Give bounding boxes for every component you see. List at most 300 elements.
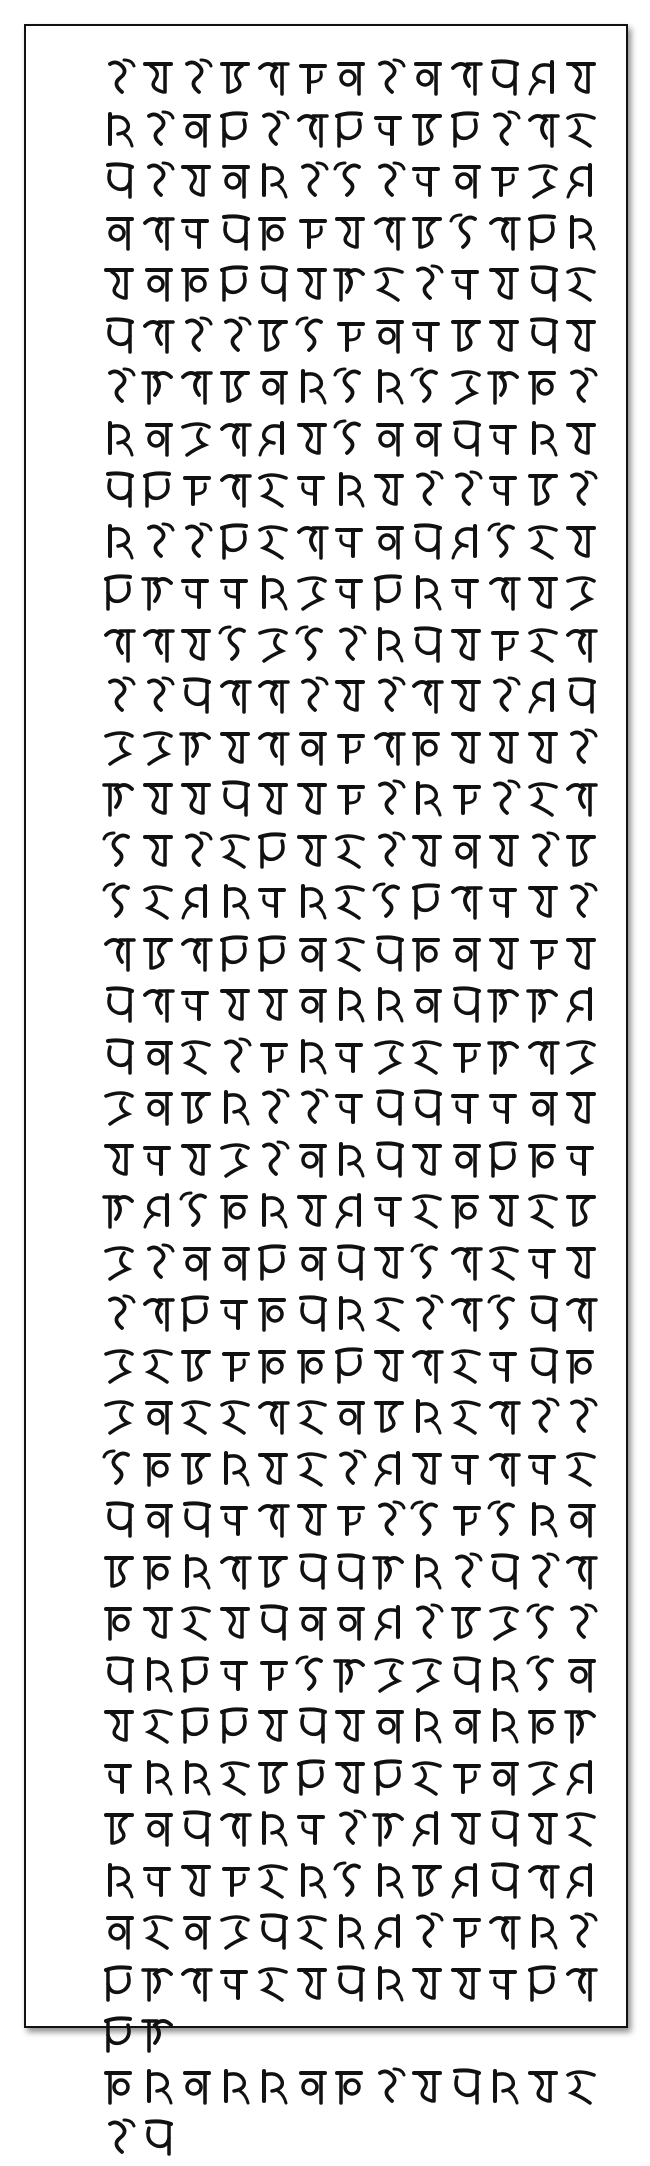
siddham-glyph — [139, 724, 177, 770]
siddham-glyph — [216, 569, 254, 615]
siddham-glyph — [100, 1496, 138, 1542]
siddham-glyph — [100, 1805, 138, 1851]
siddham-glyph — [293, 415, 331, 461]
siddham-glyph — [562, 157, 600, 203]
siddham-glyph — [331, 775, 369, 821]
script-line — [100, 775, 600, 827]
siddham-glyph — [524, 1393, 562, 1439]
siddham-glyph — [562, 1187, 600, 1233]
siddham-glyph — [331, 724, 369, 770]
siddham-glyph — [254, 621, 292, 667]
siddham-glyph — [100, 1084, 138, 1130]
siddham-glyph — [293, 157, 331, 203]
siddham-glyph — [177, 1445, 215, 1491]
siddham-glyph — [139, 2011, 177, 2057]
siddham-glyph — [485, 672, 523, 718]
siddham-glyph — [100, 724, 138, 770]
siddham-glyph — [293, 1187, 331, 1233]
siddham-glyph — [293, 1496, 331, 1542]
siddham-glyph — [177, 54, 215, 100]
siddham-glyph — [408, 363, 446, 409]
siddham-glyph — [293, 1342, 331, 1388]
siddham-glyph — [524, 1239, 562, 1285]
siddham-glyph — [485, 2063, 523, 2109]
siddham-glyph — [177, 1857, 215, 1903]
siddham-glyph — [562, 466, 600, 512]
siddham-glyph — [524, 1805, 562, 1851]
siddham-glyph — [100, 672, 138, 718]
siddham-glyph — [562, 1960, 600, 2006]
siddham-glyph — [216, 724, 254, 770]
siddham-glyph — [139, 1702, 177, 1748]
siddham-glyph — [254, 1754, 292, 1800]
siddham-glyph — [177, 569, 215, 615]
siddham-glyph — [177, 106, 215, 152]
siddham-glyph — [331, 2063, 369, 2109]
siddham-glyph — [562, 1136, 600, 1182]
siddham-glyph — [485, 1084, 523, 1130]
siddham-glyph — [139, 466, 177, 512]
siddham-glyph — [562, 930, 600, 976]
siddham-glyph — [254, 2063, 292, 2109]
siddham-glyph — [485, 1908, 523, 1954]
siddham-glyph — [331, 260, 369, 306]
siddham-glyph — [485, 209, 523, 255]
siddham-glyph — [139, 1445, 177, 1491]
siddham-glyph — [447, 1290, 485, 1336]
siddham-glyph — [139, 981, 177, 1027]
siddham-glyph — [447, 518, 485, 564]
siddham-glyph — [254, 672, 292, 718]
script-line — [100, 209, 600, 261]
siddham-glyph — [408, 1754, 446, 1800]
manuscript-sheet — [24, 24, 628, 2028]
siddham-glyph — [254, 518, 292, 564]
siddham-glyph — [485, 1548, 523, 1594]
siddham-glyph — [447, 827, 485, 873]
siddham-glyph — [331, 672, 369, 718]
siddham-glyph — [139, 1651, 177, 1697]
siddham-glyph — [216, 518, 254, 564]
siddham-glyph — [254, 1393, 292, 1439]
siddham-glyph — [562, 724, 600, 770]
siddham-glyph — [331, 1136, 369, 1182]
siddham-glyph — [524, 106, 562, 152]
siddham-glyph — [216, 981, 254, 1027]
siddham-glyph — [408, 466, 446, 512]
siddham-glyph — [100, 363, 138, 409]
siddham-glyph — [524, 157, 562, 203]
siddham-glyph — [370, 518, 408, 564]
siddham-glyph — [216, 1290, 254, 1336]
siddham-glyph — [562, 518, 600, 564]
siddham-glyph — [524, 312, 562, 358]
siddham-glyph — [485, 157, 523, 203]
script-line — [100, 260, 600, 312]
siddham-glyph — [139, 1239, 177, 1285]
siddham-glyph — [139, 930, 177, 976]
siddham-glyph — [331, 1290, 369, 1336]
siddham-glyph — [177, 1548, 215, 1594]
siddham-glyph — [331, 1239, 369, 1285]
script-line — [100, 518, 600, 570]
siddham-glyph — [524, 415, 562, 461]
siddham-glyph — [139, 209, 177, 255]
siddham-glyph — [254, 466, 292, 512]
siddham-glyph — [216, 1702, 254, 1748]
siddham-glyph — [485, 415, 523, 461]
siddham-glyph — [293, 1960, 331, 2006]
siddham-glyph — [216, 1187, 254, 1233]
siddham-glyph — [447, 2063, 485, 2109]
siddham-glyph — [485, 930, 523, 976]
siddham-glyph — [100, 1857, 138, 1903]
siddham-glyph — [370, 1393, 408, 1439]
siddham-glyph — [524, 981, 562, 1027]
siddham-glyph — [524, 827, 562, 873]
siddham-glyph — [562, 1857, 600, 1903]
siddham-glyph — [331, 1754, 369, 1800]
siddham-glyph — [139, 1857, 177, 1903]
siddham-glyph — [216, 312, 254, 358]
siddham-glyph — [293, 672, 331, 718]
siddham-glyph — [408, 209, 446, 255]
siddham-glyph — [408, 827, 446, 873]
siddham-glyph — [485, 1496, 523, 1542]
siddham-glyph — [447, 466, 485, 512]
script-line — [100, 2011, 600, 2063]
script-line — [100, 827, 600, 879]
siddham-glyph — [216, 878, 254, 924]
siddham-glyph — [562, 1033, 600, 1079]
siddham-glyph — [447, 775, 485, 821]
siddham-glyph — [408, 1908, 446, 1954]
siddham-glyph — [485, 1805, 523, 1851]
siddham-glyph — [216, 1033, 254, 1079]
siddham-glyph — [408, 1290, 446, 1336]
siddham-glyph — [331, 1702, 369, 1748]
siddham-glyph — [139, 1084, 177, 1130]
siddham-glyph — [177, 518, 215, 564]
siddham-glyph — [139, 1290, 177, 1336]
siddham-glyph — [524, 1599, 562, 1645]
siddham-glyph — [177, 827, 215, 873]
siddham-glyph — [524, 1857, 562, 1903]
siddham-glyph — [370, 363, 408, 409]
siddham-glyph — [139, 672, 177, 718]
siddham-glyph — [447, 621, 485, 667]
siddham-glyph — [177, 775, 215, 821]
siddham-glyph — [177, 1496, 215, 1542]
siddham-glyph — [447, 1496, 485, 1542]
siddham-glyph — [370, 466, 408, 512]
siddham-glyph — [370, 1445, 408, 1491]
siddham-glyph — [100, 1136, 138, 1182]
siddham-glyph — [177, 1702, 215, 1748]
siddham-glyph — [100, 1290, 138, 1336]
siddham-glyph — [139, 1805, 177, 1851]
siddham-glyph — [216, 775, 254, 821]
siddham-glyph — [254, 1960, 292, 2006]
siddham-glyph — [524, 569, 562, 615]
siddham-glyph — [562, 1908, 600, 1954]
siddham-glyph — [293, 878, 331, 924]
siddham-glyph — [177, 621, 215, 667]
siddham-glyph — [331, 569, 369, 615]
siddham-glyph — [254, 54, 292, 100]
siddham-glyph — [100, 1908, 138, 1954]
siddham-glyph — [177, 1599, 215, 1645]
siddham-glyph — [331, 1857, 369, 1903]
siddham-glyph — [562, 106, 600, 152]
siddham-glyph — [370, 1857, 408, 1903]
siddham-glyph — [524, 621, 562, 667]
siddham-glyph — [100, 930, 138, 976]
siddham-glyph — [331, 1805, 369, 1851]
siddham-glyph — [216, 157, 254, 203]
siddham-glyph — [370, 157, 408, 203]
siddham-glyph — [370, 1239, 408, 1285]
siddham-glyph — [216, 106, 254, 152]
siddham-glyph — [485, 1651, 523, 1697]
siddham-glyph — [293, 260, 331, 306]
siddham-glyph — [370, 1496, 408, 1542]
siddham-glyph — [485, 775, 523, 821]
siddham-glyph — [331, 54, 369, 100]
siddham-glyph — [524, 260, 562, 306]
siddham-glyph — [216, 466, 254, 512]
siddham-glyph — [485, 1290, 523, 1336]
script-line — [100, 466, 600, 518]
siddham-glyph — [139, 569, 177, 615]
siddham-glyph — [216, 260, 254, 306]
siddham-glyph — [100, 2011, 138, 2057]
siddham-glyph — [370, 1960, 408, 2006]
script-line — [100, 1754, 600, 1806]
siddham-glyph — [524, 1033, 562, 1079]
siddham-glyph — [100, 1702, 138, 1748]
siddham-glyph — [254, 1651, 292, 1697]
siddham-glyph — [254, 209, 292, 255]
siddham-glyph — [216, 1599, 254, 1645]
siddham-glyph — [447, 724, 485, 770]
siddham-glyph — [408, 1445, 446, 1491]
script-line — [100, 2063, 600, 2115]
siddham-glyph — [177, 1290, 215, 1336]
siddham-glyph — [447, 1239, 485, 1285]
siddham-glyph — [447, 1960, 485, 2006]
siddham-glyph — [254, 1239, 292, 1285]
siddham-glyph — [562, 363, 600, 409]
siddham-glyph — [447, 54, 485, 100]
script-line — [100, 930, 600, 982]
siddham-glyph — [331, 1342, 369, 1388]
siddham-glyph — [293, 1548, 331, 1594]
siddham-glyph — [177, 1136, 215, 1182]
siddham-glyph — [370, 1754, 408, 1800]
siddham-glyph — [139, 775, 177, 821]
siddham-glyph — [216, 363, 254, 409]
script-line — [100, 1908, 600, 1960]
siddham-glyph — [216, 1084, 254, 1130]
siddham-glyph — [524, 1136, 562, 1182]
siddham-glyph — [562, 1548, 600, 1594]
siddham-glyph — [177, 2063, 215, 2109]
siddham-glyph — [485, 1960, 523, 2006]
siddham-glyph — [408, 775, 446, 821]
siddham-glyph — [485, 106, 523, 152]
siddham-glyph — [139, 1393, 177, 1439]
siddham-glyph — [177, 1908, 215, 1954]
siddham-glyph — [100, 1960, 138, 2006]
siddham-glyph — [370, 1290, 408, 1336]
siddham-glyph — [177, 1033, 215, 1079]
siddham-glyph — [447, 1393, 485, 1439]
siddham-glyph — [331, 1187, 369, 1233]
siddham-glyph — [408, 1548, 446, 1594]
siddham-glyph — [447, 1136, 485, 1182]
siddham-glyph — [408, 569, 446, 615]
siddham-glyph — [139, 312, 177, 358]
siddham-glyph — [254, 106, 292, 152]
siddham-glyph — [447, 157, 485, 203]
siddham-glyph — [216, 621, 254, 667]
siddham-glyph — [254, 930, 292, 976]
siddham-glyph — [331, 363, 369, 409]
siddham-glyph — [447, 878, 485, 924]
siddham-glyph — [177, 312, 215, 358]
siddham-glyph — [331, 1960, 369, 2006]
siddham-glyph — [524, 1290, 562, 1336]
siddham-glyph — [524, 1548, 562, 1594]
siddham-glyph — [370, 1187, 408, 1233]
siddham-glyph — [254, 1342, 292, 1388]
siddham-glyph — [100, 2063, 138, 2109]
siddham-glyph — [408, 1239, 446, 1285]
siddham-glyph — [485, 1136, 523, 1182]
script-line — [100, 1393, 600, 1445]
siddham-glyph — [293, 518, 331, 564]
siddham-glyph — [293, 1136, 331, 1182]
siddham-glyph — [293, 724, 331, 770]
siddham-glyph — [485, 1754, 523, 1800]
siddham-glyph — [293, 209, 331, 255]
siddham-glyph — [254, 827, 292, 873]
siddham-glyph — [100, 1754, 138, 1800]
siddham-glyph — [447, 260, 485, 306]
siddham-glyph — [293, 1599, 331, 1645]
siddham-glyph — [177, 415, 215, 461]
siddham-glyph — [293, 1857, 331, 1903]
siddham-glyph — [216, 1393, 254, 1439]
siddham-glyph — [177, 1805, 215, 1851]
siddham-glyph — [100, 157, 138, 203]
siddham-glyph — [447, 1857, 485, 1903]
siddham-glyph — [370, 106, 408, 152]
siddham-glyph — [177, 209, 215, 255]
siddham-glyph — [447, 1754, 485, 1800]
siddham-glyph — [254, 981, 292, 1027]
siddham-glyph — [100, 1548, 138, 1594]
script-line — [100, 312, 600, 364]
siddham-glyph — [408, 1702, 446, 1748]
siddham-glyph — [408, 260, 446, 306]
siddham-glyph — [177, 981, 215, 1027]
siddham-glyph — [177, 363, 215, 409]
siddham-glyph — [100, 827, 138, 873]
siddham-glyph — [485, 827, 523, 873]
siddham-glyph — [139, 260, 177, 306]
script-line — [100, 54, 600, 106]
siddham-glyph — [447, 1599, 485, 1645]
siddham-glyph — [562, 878, 600, 924]
siddham-glyph — [485, 1239, 523, 1285]
siddham-glyph — [139, 1136, 177, 1182]
siddham-glyph — [408, 518, 446, 564]
siddham-glyph — [216, 827, 254, 873]
siddham-glyph — [139, 415, 177, 461]
siddham-glyph — [408, 415, 446, 461]
siddham-glyph — [254, 1857, 292, 1903]
siddham-glyph — [447, 930, 485, 976]
siddham-glyph — [100, 981, 138, 1027]
siddham-glyph — [293, 54, 331, 100]
siddham-glyph — [177, 724, 215, 770]
siddham-glyph — [177, 157, 215, 203]
siddham-glyph — [447, 415, 485, 461]
siddham-glyph — [139, 878, 177, 924]
siddham-glyph — [562, 209, 600, 255]
siddham-glyph — [100, 518, 138, 564]
siddham-glyph — [562, 1754, 600, 1800]
script-line — [100, 1033, 600, 1085]
siddham-glyph — [447, 569, 485, 615]
siddham-glyph — [370, 1084, 408, 1130]
siddham-glyph — [447, 209, 485, 255]
siddham-glyph — [408, 1033, 446, 1079]
siddham-glyph — [562, 1445, 600, 1491]
siddham-glyph — [293, 1290, 331, 1336]
siddham-glyph — [562, 1702, 600, 1748]
siddham-glyph — [370, 54, 408, 100]
siddham-glyph — [216, 1496, 254, 1542]
siddham-glyph — [370, 1136, 408, 1182]
script-line — [100, 878, 600, 930]
siddham-glyph — [139, 1342, 177, 1388]
siddham-glyph — [254, 1290, 292, 1336]
siddham-glyph — [331, 1084, 369, 1130]
siddham-glyph — [216, 1445, 254, 1491]
siddham-glyph — [370, 1599, 408, 1645]
siddham-glyph — [293, 1805, 331, 1851]
siddham-glyph — [293, 569, 331, 615]
siddham-glyph — [408, 981, 446, 1027]
siddham-glyph — [447, 1805, 485, 1851]
siddham-glyph — [254, 724, 292, 770]
siddham-glyph — [331, 1908, 369, 1954]
script-line — [100, 1651, 600, 1703]
siddham-glyph — [139, 1754, 177, 1800]
siddham-glyph — [254, 1496, 292, 1542]
siddham-glyph — [216, 1342, 254, 1388]
siddham-glyph — [177, 878, 215, 924]
siddham-glyph — [216, 1857, 254, 1903]
siddham-glyph — [408, 1342, 446, 1388]
script-line — [100, 1960, 600, 2012]
siddham-glyph — [331, 827, 369, 873]
siddham-glyph — [139, 363, 177, 409]
siddham-glyph — [293, 1702, 331, 1748]
